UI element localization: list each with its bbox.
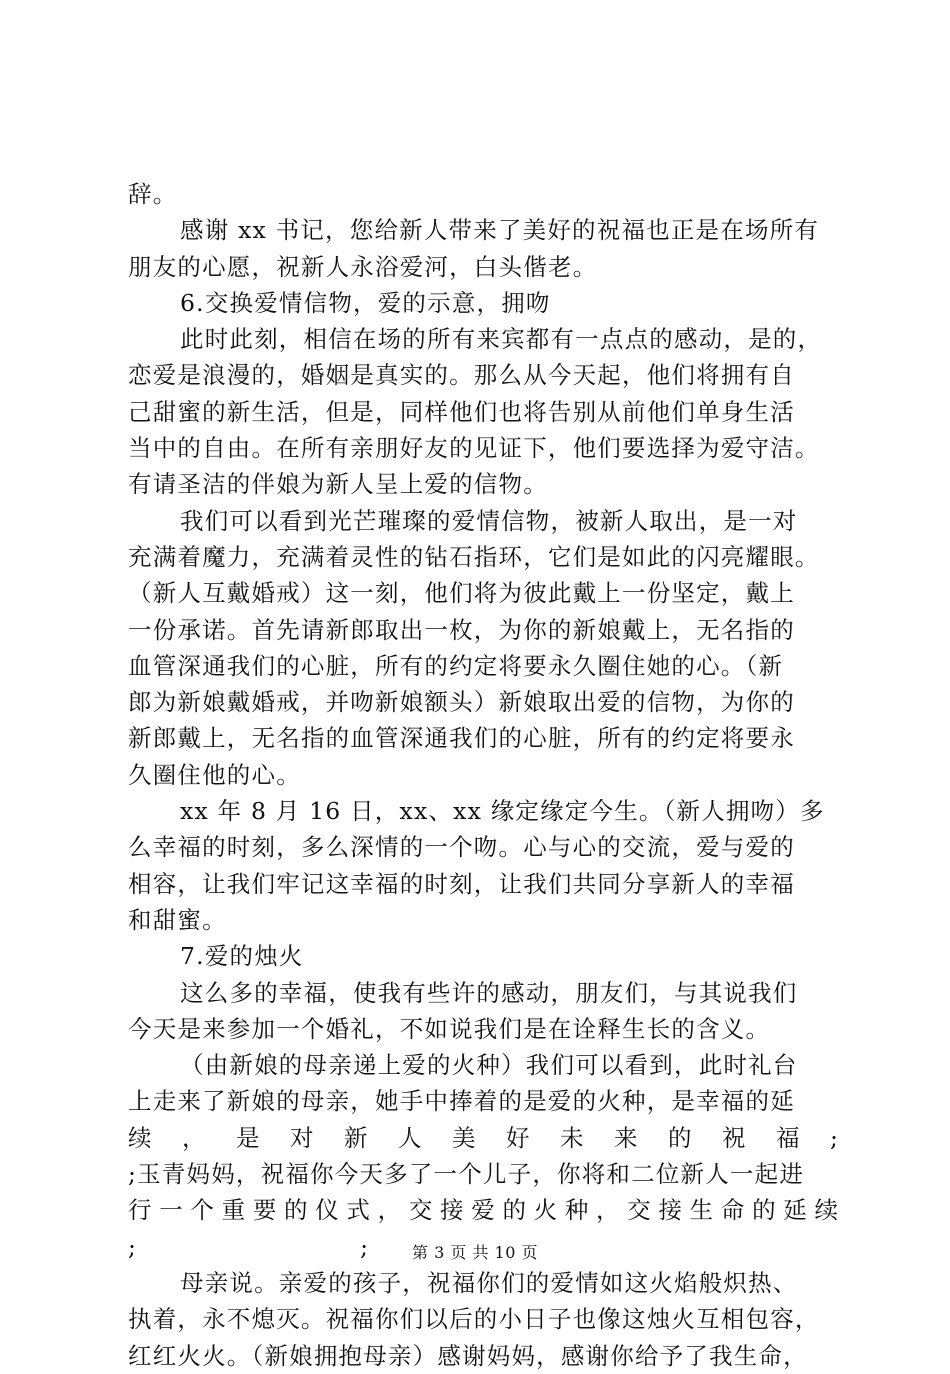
glyph: ; bbox=[830, 1123, 838, 1152]
glyph: 是 bbox=[236, 1123, 260, 1152]
glyph: 一 bbox=[159, 1196, 183, 1225]
glyph: 人 bbox=[398, 1123, 422, 1152]
glyph: 爱 bbox=[471, 1196, 495, 1225]
text-line: 红红火火。（新娘拥抱母亲）感谢妈妈，感谢你给予了我生命， bbox=[128, 1341, 808, 1370]
glyph: 祝 bbox=[722, 1123, 746, 1152]
text-line: 朋友的心愿，祝新人永浴爱河，白头偕老。 bbox=[128, 252, 598, 281]
text-line: 感谢 xx 书记，您给新人带来了美好的祝福也正是在场所有 bbox=[180, 216, 820, 245]
glyph: 的 bbox=[284, 1196, 308, 1225]
text-line: 充满着魔力，充满着灵性的钻石指环，它们是如此的闪亮耀眼。 bbox=[128, 542, 820, 571]
glyph: 火 bbox=[533, 1196, 558, 1225]
glyph: 未 bbox=[560, 1123, 584, 1152]
text-line: 和甜蜜。 bbox=[128, 905, 227, 934]
text-line: 一份承诺。首先请新郎取出一枚，为你的新娘戴上，无名指的 bbox=[128, 615, 795, 644]
text-line: ;玉青妈妈，祝福你今天多了一个儿子，你将和二位新人一起进 bbox=[128, 1160, 805, 1189]
text-line: 相容，让我们牢记这幸福的时刻，让我们共同分享新人的幸福 bbox=[128, 869, 795, 898]
text-line: 辞。 bbox=[128, 180, 178, 208]
text-line: 母亲说。亲爱的孩子，祝福你们的爱情如这火焰般炽热、 bbox=[180, 1268, 798, 1297]
text-line: 新郎戴上，无名指的血管深通我们的心脏，所有的约定将要永 bbox=[128, 724, 795, 753]
glyph: 续 bbox=[128, 1123, 152, 1152]
text-line: 久圈住他的心。 bbox=[128, 760, 301, 789]
text-line: 此时此刻，相信在场的所有来宾都有一点点的感动，是的， bbox=[180, 325, 823, 354]
glyph: ， bbox=[596, 1196, 620, 1225]
glyph: 接 bbox=[440, 1196, 464, 1225]
glyph: 交 bbox=[408, 1196, 433, 1225]
text-line: 上走来了新娘的母亲，她手中捧着的是爱的火种，是幸福的延 bbox=[128, 1087, 795, 1116]
text-line: 今天是来参加一个婚礼，不如说我们是在诠释生长的含义。 bbox=[128, 1014, 771, 1043]
glyph: 对 bbox=[290, 1123, 314, 1152]
text-line: 我们可以看到光芒璀璨的爱情信物，被新人取出，是一对 bbox=[180, 506, 798, 535]
glyph: 续 bbox=[814, 1196, 838, 1225]
text-line: 这么多的幸福，使我有些许的感动，朋友们，与其说我们 bbox=[180, 978, 798, 1007]
glyph: 福 bbox=[776, 1123, 800, 1152]
glyph: 的 bbox=[502, 1196, 526, 1225]
justified-line bbox=[128, 1120, 838, 1156]
body-text bbox=[128, 176, 838, 1374]
glyph: 好 bbox=[506, 1123, 530, 1152]
glyph: 行 bbox=[128, 1196, 152, 1225]
glyph: ， bbox=[377, 1196, 402, 1225]
glyph: 生 bbox=[689, 1196, 714, 1225]
glyph: 种 bbox=[564, 1196, 589, 1225]
glyph: 交 bbox=[627, 1196, 651, 1225]
glyph: 式 bbox=[346, 1196, 370, 1225]
glyph: ; bbox=[128, 1232, 136, 1261]
glyph: ， bbox=[182, 1123, 206, 1152]
glyph: 接 bbox=[658, 1196, 682, 1225]
text-line: 恋爱是浪漫的，婚姻是真实的。那么从今天起，他们将拥有自 bbox=[128, 361, 795, 390]
section-heading: 6.交换爱情信物，爱的示意，拥吻 bbox=[180, 288, 551, 317]
glyph: 来 bbox=[614, 1123, 638, 1152]
glyph: 重 bbox=[221, 1196, 246, 1225]
text-line: 血管深通我们的心脏，所有的约定将要永久圈住她的心。（新 bbox=[128, 651, 784, 680]
text-line: 么幸福的时刻，多么深情的一个吻。心与心的交流，爱与爱的 bbox=[128, 833, 795, 862]
text-line: 己甜蜜的新生活，但是，同样他们也将告别从前他们单身生活 bbox=[128, 397, 795, 426]
glyph: 的 bbox=[668, 1123, 692, 1152]
text-line: 有请圣洁的伴娘为新人呈上爱的信物。 bbox=[128, 470, 548, 499]
glyph: 命 bbox=[720, 1196, 745, 1225]
glyph: 的 bbox=[752, 1196, 776, 1225]
page-footer: 第 3 页 共 10 页 bbox=[412, 1243, 538, 1262]
text-line: 执着，永不熄灭。祝福你们以后的小日子也像这烛火互相包容， bbox=[128, 1305, 820, 1334]
glyph: 新 bbox=[344, 1123, 368, 1152]
glyph: 美 bbox=[452, 1123, 476, 1152]
text-line: （新人互戴婚戒）这一刻，他们将为彼此戴上一份坚定，戴上 bbox=[128, 579, 795, 608]
glyph: ; bbox=[360, 1232, 368, 1261]
glyph: 仪 bbox=[315, 1196, 339, 1225]
glyph: 要 bbox=[252, 1196, 277, 1225]
glyph: 个 bbox=[190, 1196, 214, 1225]
text-line: 郎为新娘戴婚戒，并吻新娘额头）新娘取出爱的信物，为你的 bbox=[128, 688, 795, 717]
section-heading: 7.爱的烛火 bbox=[180, 942, 304, 971]
justified-line bbox=[128, 1192, 838, 1228]
text-line: （由新娘的母亲递上爱的火种）我们可以看到，此时礼台 bbox=[180, 1051, 798, 1080]
text-line: 当中的自由。在所有亲朋好友的见证下，他们要选择为爱守洁。 bbox=[128, 434, 820, 463]
text-line: xx 年 8 月 16 日，xx、xx 缘定缘定今生。（新人拥吻）多 bbox=[180, 797, 825, 826]
glyph: 延 bbox=[783, 1196, 807, 1225]
